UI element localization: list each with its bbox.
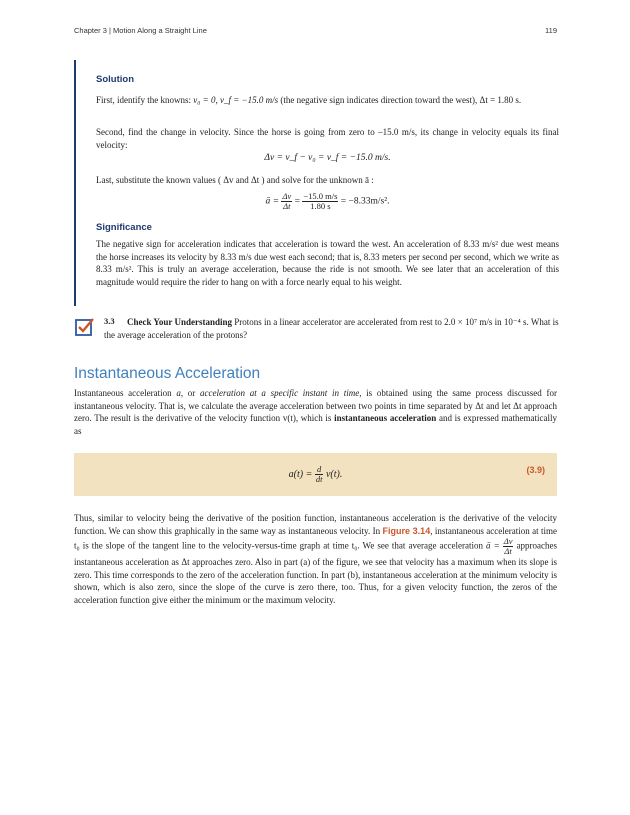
significance-heading: Significance [96, 222, 152, 233]
eq2-fraction-symbolic [281, 192, 292, 211]
solution-step-2: Second, find the change in velocity. Since the horse is going from zero to –15.0 m/s, its change in velocity equals its final velocity: [96, 127, 559, 150]
p2-fraction [503, 537, 514, 556]
eq2-fraction-values [302, 192, 338, 211]
step-1-end: (the negative sign indicates direction toward the west), Δt = 1.80 s. [278, 95, 522, 105]
knowns-math: v₀ = 0, v_f = −15.0 m/s [193, 95, 279, 105]
p1-a: Instantaneous acceleration [74, 388, 177, 398]
example-solution-box [74, 60, 559, 306]
significance-text: The negative sign for acceleration indicates that acceleration is toward the west. An acceleration of 8.33 m/s² due west means the horse increases its velocity by 8.33 m/s due west each second; that is, 8.33 meters per second per second, which we write as 8.33 m/s². This is truly an average acceleration, because the ride is not smooth. We see later that an acceleration of this magnitude would require the rider to hang on with a force nearly equal to his weight. [96, 239, 559, 287]
equation-number: (3.9) [526, 465, 545, 475]
solution-step-3: Last, substitute the known values ( Δv and Δt ) and solve for the unknown ā : [96, 175, 374, 185]
p1-b: , or [180, 388, 201, 398]
figure-3-14-link[interactable]: Figure 3.14 [382, 525, 431, 536]
p1-d: , is obtained using the same process discussed for instantaneous velocity. That is, we calculate the average acceleration between two points in time separated by Δt and let Δt approach zero. The result is the derivative of the velocity function v(t), which is [74, 388, 558, 423]
eq2-f2-den: 1.80 s [310, 201, 331, 211]
p2-fden: Δt [504, 546, 512, 556]
p1-term: instantaneous acceleration [334, 413, 437, 423]
equation-3-9-box [74, 453, 557, 496]
eq39-derivative [315, 465, 324, 484]
p2-b: , instantaneous acceleration at time t₀ is the slope of the tangent line to the velocity-versus-time graph at time t₀. We see that average acceleration [74, 525, 557, 551]
check-title: Check Your Understanding [127, 317, 233, 327]
derivative-equation [74, 465, 557, 484]
eq2-rhs: = −8.33m/s². [340, 196, 390, 207]
p1-f: and is expressed mathematically as [74, 413, 557, 436]
section-paragraph-1 [74, 387, 557, 437]
running-header: Chapter 3 | Motion Along a Straight Line [74, 26, 207, 35]
solution-step-1 [96, 91, 559, 110]
eq2-lhs: ā = [265, 196, 280, 207]
eq39-den: dt [315, 474, 323, 484]
eq39-lhs: a(t) = [288, 468, 313, 480]
section-heading: Instantaneous Acceleration [74, 365, 261, 382]
check-question: Protons in a linear accelerator are accelerated from rest to 2.0 × 10⁷ m/s in 10⁻⁴ s. What is the average acceleration of the protons? [104, 317, 559, 340]
velocity-change-equation: Δv = v_f − v₀ = v_f = −15.0 m/s. [264, 153, 391, 163]
eq2-f2-num: −15.0 m/s [303, 191, 338, 201]
eq39-num: d [315, 465, 324, 475]
check-understanding [104, 316, 559, 342]
p2-fnum: Δv [503, 536, 513, 546]
section-paragraph-2 [74, 512, 557, 606]
p2-a: Thus, similar to velocity being the derivative of the position function, instantaneous acceleration is the derivative of the velocity function. We can show this graphically in the same way as instantaneous velocity. In [74, 513, 557, 536]
average-acceleration-equation: ā = $\frac{\Delta v}{\Delta t}$ = $\frac{-15.0 m/s}{1.80 s}$ = −8.33m/s². [265, 191, 390, 211]
step-1-intro: First, identify the knowns: [96, 95, 194, 105]
eq39-rhs: v(t). [325, 468, 343, 480]
check-number: 3.3 [104, 316, 115, 326]
eq2-f1-num: Δv [282, 191, 292, 201]
p1-var-a: a [176, 388, 181, 398]
p1-italic-phrase: acceleration at a specific instant in time [200, 388, 360, 398]
eq2-f1-den: Δt [283, 201, 291, 211]
checkbox-pencil-icon [75, 316, 95, 336]
p2-c: approaches instantaneous acceleration as Δt approaches zero. Also in part (a) of the figure, we see that velocity has a maximum when its slope is zero. This time corresponds to the zero of the acceleration function. In part (b), instantaneous acceleration at the minimum velocity is shown, which is also zero, since the slope of the curve is zero there, too. Thus, for a given velocity function, the zeros of the acceleration function give either the minimum or the maximum velocity. [74, 540, 557, 605]
page-number: 119 [545, 26, 557, 35]
solution-heading: Solution [96, 74, 134, 85]
p2-abar: ā = [486, 540, 500, 551]
